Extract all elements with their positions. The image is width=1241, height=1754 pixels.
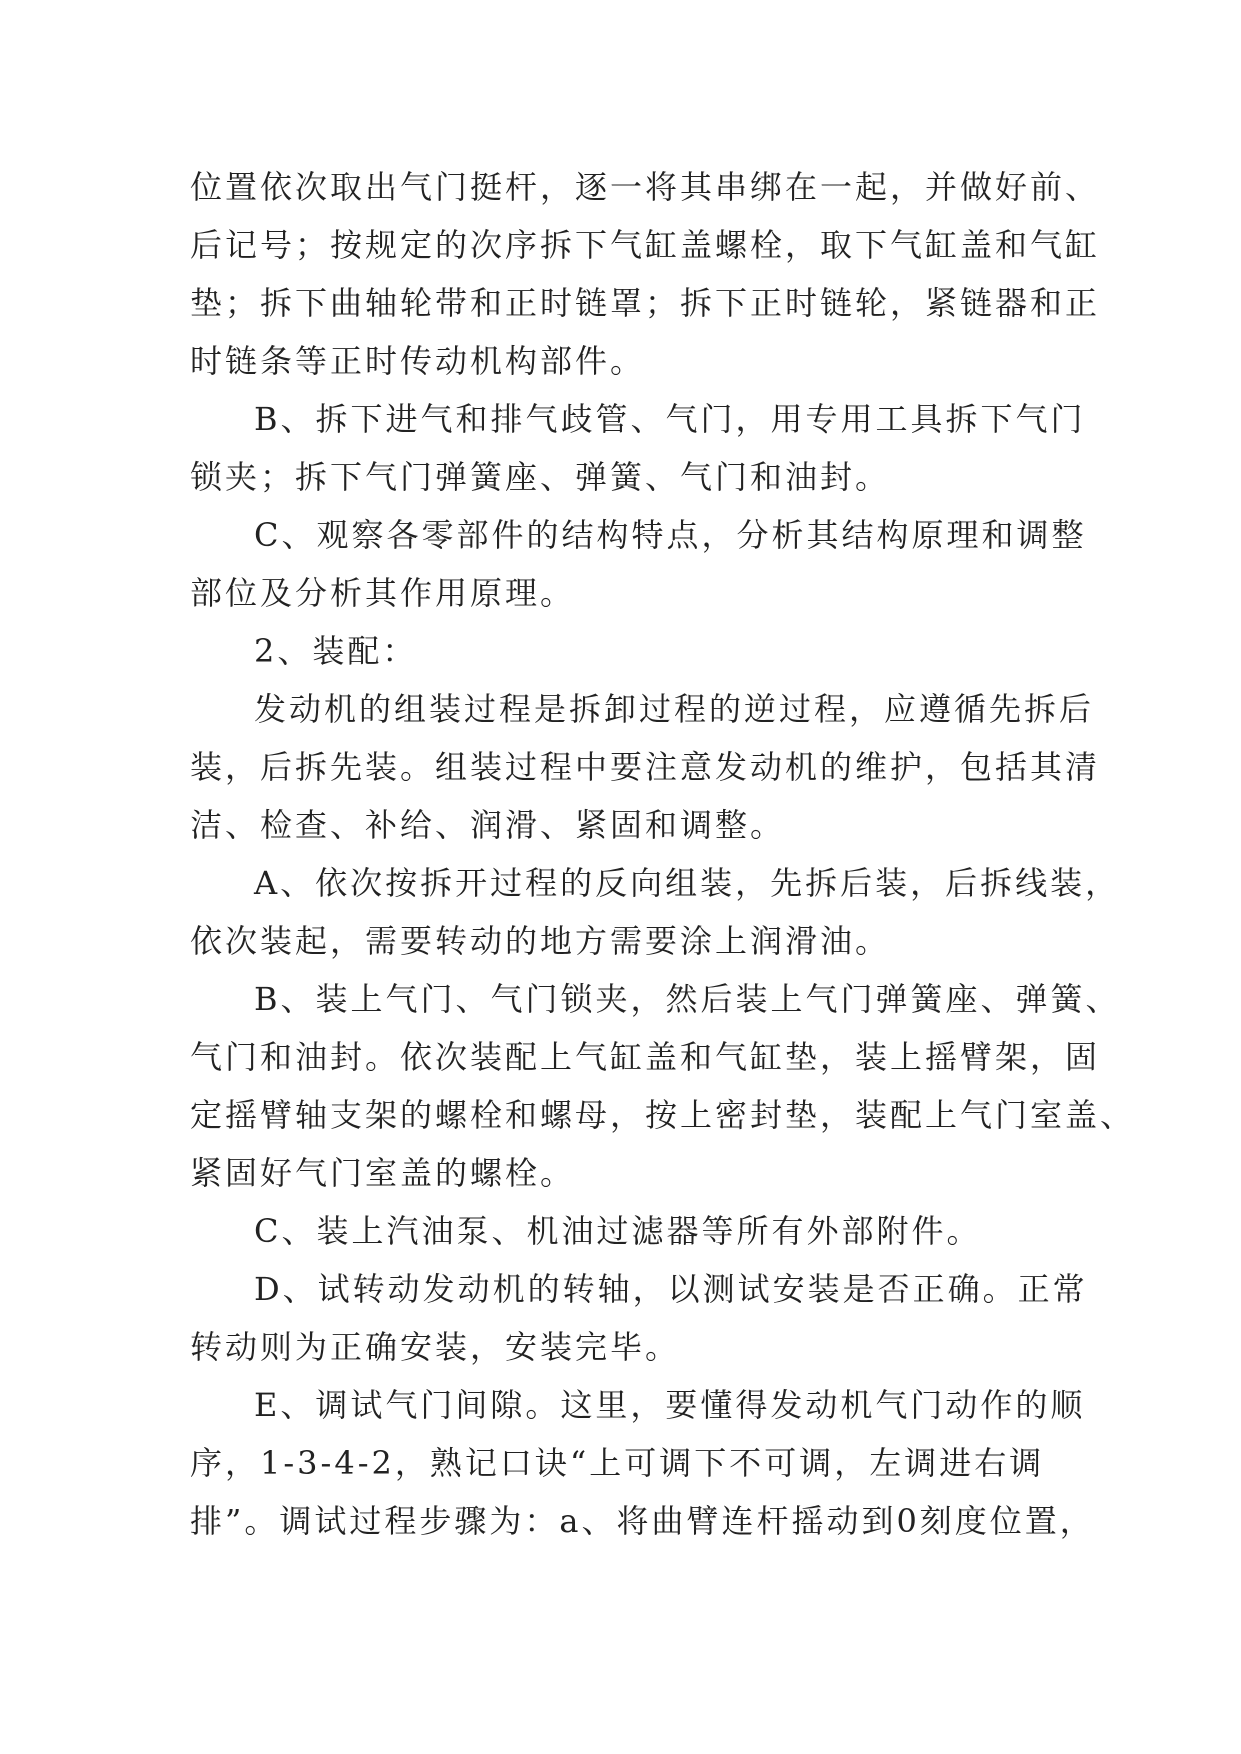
text-line: 序，1-3-4-2，熟记口诀“上可调下不可调，左调进右调: [190, 1444, 1045, 1482]
text-line: C、观察各零部件的结构特点，分析其结构原理和调整: [254, 516, 1087, 554]
text-line: 装，后拆先装。组装过程中要注意发动机的维护，包括其清: [190, 748, 1101, 786]
text-line: 发动机的组装过程是拆卸过程的逆过程，应遵循先拆后: [254, 690, 1095, 728]
text-line: 后记号；按规定的次序拆下气缸盖螺栓，取下气缸盖和气缸: [190, 226, 1101, 264]
text-line: 时链条等正时传动机构部件。: [190, 342, 646, 380]
text-line: B、拆下进气和排气歧管、气门，用专用工具拆下气门: [254, 400, 1086, 438]
text-line: E、调试气门间隙。这里，要懂得发动机气门动作的顺: [254, 1386, 1086, 1424]
text-line: 洁、检查、补给、润滑、紧固和调整。: [190, 806, 786, 844]
text-line: 气门和油封。依次装配上气缸盖和气缸垫，装上摇臂架，固: [190, 1038, 1101, 1076]
text-line: 2、装配：: [254, 632, 418, 670]
text-line: C、装上汽油泵、机油过滤器等所有外部附件。: [254, 1212, 982, 1250]
text-line: A、依次按拆开过程的反向组装，先拆后装，后拆线装，: [254, 864, 1121, 902]
text-line: 位置依次取出气门挺杆，逐一将其串绑在一起，并做好前、: [190, 168, 1101, 206]
text-line: 依次装起，需要转动的地方需要涂上润滑油。: [190, 922, 891, 960]
document-body: [190, 158, 1136, 1550]
text-line: 部位及分析其作用原理。: [190, 574, 576, 612]
text-line: 转动则为正确安装，安装完毕。: [190, 1328, 681, 1366]
text-line: 紧固好气门室盖的螺栓。: [190, 1154, 576, 1192]
text-line: 锁夹；拆下气门弹簧座、弹簧、气门和油封。: [190, 458, 891, 496]
text-line: 垫；拆下曲轴轮带和正时链罩；拆下正时链轮，紧链器和正: [190, 284, 1101, 322]
text-line: 定摇臂轴支架的螺栓和螺母，按上密封垫，装配上气门室盖、: [190, 1096, 1136, 1134]
text-line: 排”。调试过程步骤为：a、将曲臂连杆摇动到0刻度位置，: [190, 1502, 1095, 1540]
text-line: D、试转动发动机的转轴，以测试安装是否正确。正常: [254, 1270, 1088, 1308]
text-line: B、装上气门、气门锁夹，然后装上气门弹簧座、弹簧、: [254, 980, 1121, 1018]
